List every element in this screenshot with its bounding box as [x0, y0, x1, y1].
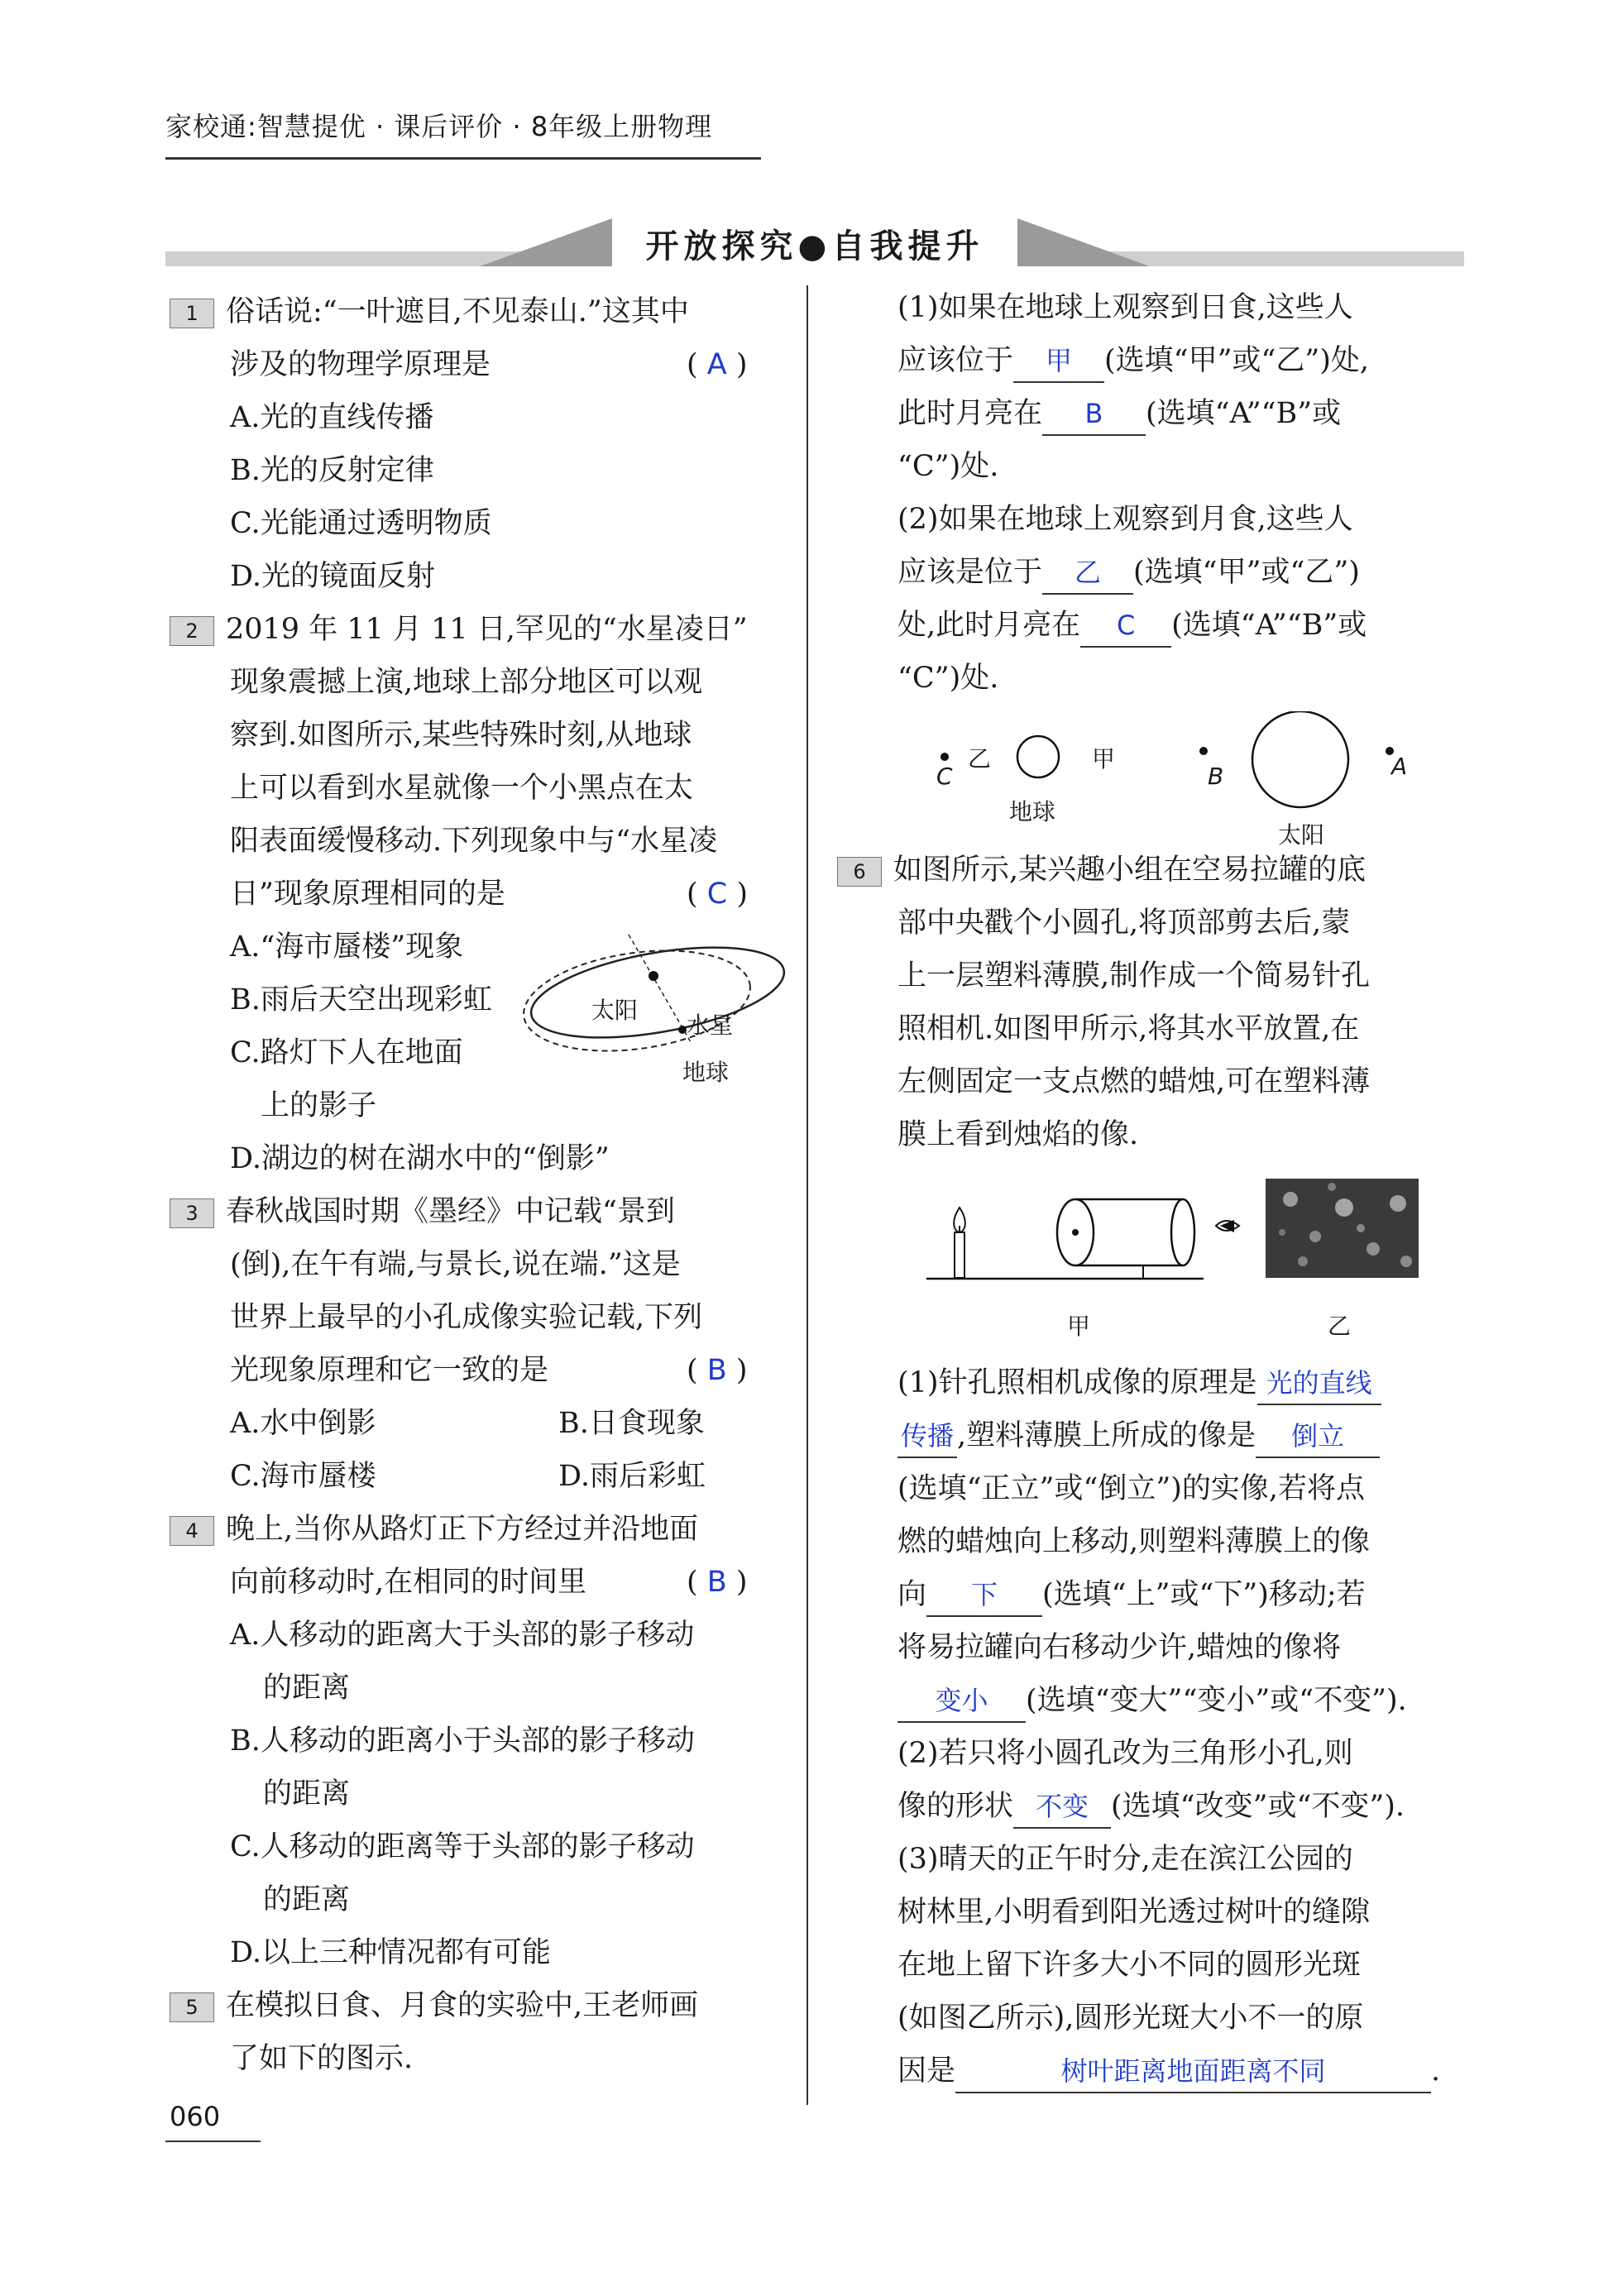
q2-option-c-cont: 上的影子 — [261, 1089, 377, 1122]
q1-option-b: B.光的反射定律 — [230, 454, 434, 487]
q1-option-d: D.光的镜面反射 — [230, 560, 435, 593]
q5-label-c: C — [936, 763, 953, 790]
header-rule — [165, 157, 761, 160]
q3-option-d: D.雨后彩虹 — [558, 1460, 706, 1493]
q2-stem-line6: 日”现象原理相同的是 — [230, 878, 505, 911]
q3-stem-line1: 3 春秋战国时期《墨经》中记载“景到 — [170, 1185, 675, 1238]
q6-s1-line4: 燃的蜡烛向上移动,则塑料薄膜上的像 — [897, 1525, 1371, 1558]
q1-number: 1 — [170, 299, 214, 328]
q4-option-b: B.人移动的距离小于头部的影子移动 — [230, 1724, 695, 1758]
q2-option-b: B.雨后天空出现彩虹 — [230, 983, 492, 1016]
q6-s1-line1: (1)针孔照相机成像的原理是 光的直线 — [897, 1356, 1381, 1409]
q1-option-a: A.光的直线传播 — [230, 401, 434, 434]
q5-p2-line2: 应该是位于 乙 (选填“甲”或“乙”) — [897, 546, 1360, 599]
pinhole-camera-diagram — [926, 1174, 1423, 1307]
q3-stem-line3: 世界上最早的小孔成像实验记载,下列 — [230, 1301, 703, 1334]
q4-option-c-cont: 的距离 — [263, 1883, 351, 1916]
q6-s1-line3: (选填“正立”或“倒立”)的实像,若将点 — [897, 1472, 1366, 1505]
q5-p1-answer-position: 甲 — [1013, 340, 1104, 383]
q2-stem-line4: 上可以看到水星就像一个小黑点在太 — [230, 772, 694, 805]
q5-stem-line2: 了如下的图示. — [230, 2042, 414, 2075]
page-number: 060 — [170, 2101, 221, 2132]
q5-p1-line3: 此时月亮在 B (选填“A”“B”或 — [897, 387, 1341, 440]
q3-option-b: B.日食现象 — [558, 1407, 705, 1440]
q4-stem-line2: 向前移动时,在相同的时间里 — [230, 1566, 587, 1599]
q1-answer: ( A ) — [687, 348, 748, 381]
orbit-diagram — [513, 926, 794, 1092]
q6-stem-line5: 左侧固定一支点燃的蜡烛,可在塑料薄 — [897, 1065, 1371, 1098]
q4-option-c: C.人移动的距离等于头部的影子移动 — [230, 1830, 695, 1863]
q6-s3-line1: (3)晴天的正午时分,走在滨江公园的 — [897, 1843, 1353, 1876]
q4-stem-line1: 4 晚上,当你从路灯正下方经过并沿地面 — [170, 1503, 698, 1556]
q6-label-yi: 乙 — [1328, 1313, 1352, 1340]
q5-label-jia: 甲 — [1092, 745, 1116, 773]
q6-s1-line6: 将易拉罐向右移动少许,蜡烛的像将 — [897, 1631, 1342, 1664]
q6-s1-line7: 变小 (选填“变大”“变小”或“不变”). — [897, 1674, 1407, 1727]
q5-p2-line4: “C”)处. — [897, 662, 999, 695]
q3-stem-line4: 光现象原理和它一致的是 — [230, 1354, 549, 1387]
header-title: 家校通:智慧提优 · 课后评价 · 8年级上册物理 — [165, 111, 713, 142]
q1-option-c: C.光能通过透明物质 — [230, 507, 492, 540]
q5-p1-line2: 应该位于 甲 (选填“甲”或“乙”)处, — [897, 334, 1369, 387]
q2-stem-line5: 阳表面缓慢移动.下列现象中与“水星凌 — [230, 825, 718, 858]
q2-option-d: D.湖边的树在湖水中的“倒影” — [230, 1142, 610, 1175]
q3-number: 3 — [170, 1198, 214, 1228]
q2-label-mercury: 水星 — [687, 1012, 734, 1039]
q2-option-a: A.“海市蜃楼”现象 — [230, 930, 464, 964]
q5-p1-answer-moon: B — [1042, 393, 1146, 436]
q6-s1-answer-image: 倒立 — [1256, 1415, 1380, 1458]
q3-option-c: C.海市蜃楼 — [230, 1460, 376, 1493]
q6-figure — [926, 1174, 1423, 1348]
q5-figure — [926, 711, 1439, 852]
q5-label-sun: 太阳 — [1278, 821, 1325, 849]
q6-stem-line3: 上一层塑料薄膜,制作成一个简易针孔 — [897, 959, 1371, 993]
q6-stem-line6: 膜上看到烛焰的像. — [897, 1118, 1139, 1151]
page-number-rule — [165, 2141, 261, 2142]
q5-p2-answer-moon: C — [1080, 605, 1171, 648]
q6-s1-answer-principle-b: 传播 — [897, 1415, 957, 1458]
q4-option-b-cont: 的距离 — [263, 1777, 351, 1810]
q6-s1-line5: 向 下 (选填“上”或“下”)移动;若 — [897, 1568, 1366, 1621]
q5-p2-line3: 处,此时月亮在 C (选填“A”“B”或 — [897, 599, 1367, 652]
q1-stem-line1: 1 俗话说:“一叶遮目,不见泰山.”这其中 — [170, 285, 689, 338]
q6-s2-line2: 像的形状 不变 (选填“改变”或“不变”). — [897, 1780, 1405, 1833]
q3-stem-line2: (倒),在午有端,与景长,说在端.”这是 — [230, 1248, 681, 1281]
q6-s3-line3: 在地上留下许多大小不同的圆形光斑 — [897, 1949, 1362, 1982]
q2-number: 2 — [170, 616, 214, 646]
q6-stem-line2: 部中央戳个小圆孔,将顶部剪去后,蒙 — [897, 906, 1351, 940]
q5-p2-line1: (2)如果在地球上观察到月食,这些人 — [897, 503, 1353, 536]
q6-s1-line2: 传播 ,塑料薄膜上所成的像是 倒立 — [897, 1409, 1380, 1462]
q5-number: 5 — [170, 1992, 214, 2022]
q5-p1-line1: (1)如果在地球上观察到日食,这些人 — [897, 291, 1353, 324]
eclipse-diagram — [926, 711, 1439, 852]
q5-label-yi: 乙 — [968, 745, 992, 773]
q3-option-a: A.水中倒影 — [230, 1407, 376, 1440]
q5-label-earth: 地球 — [1009, 798, 1056, 825]
q2-stem-line1: 2 2019 年 11 月 11 日,罕见的“水星凌日” — [170, 603, 748, 656]
q5-stem-line1: 5 在模拟日食、月食的实验中,王老师画 — [170, 1979, 698, 2032]
q6-stem-line1: 6 如图所示,某兴趣小组在空易拉罐的底 — [837, 844, 1366, 897]
q6-label-jia: 甲 — [1067, 1313, 1091, 1340]
q6-s1-answer-direction: 下 — [926, 1574, 1042, 1617]
q2-answer: ( C ) — [687, 878, 749, 911]
q2-stem-line2: 现象震撼上演,地球上部分地区可以观 — [230, 666, 703, 699]
q6-number: 6 — [837, 857, 882, 887]
q6-s2-line1: (2)若只将小圆孔改为三角形小孔,则 — [897, 1737, 1353, 1770]
q2-label-earth: 地球 — [682, 1059, 730, 1086]
q6-stem-line4: 照相机.如图甲所示,将其水平放置,在 — [897, 1012, 1360, 1045]
q6-s3-answer-reason: 树叶距离地面距离不同 — [955, 2050, 1431, 2093]
q6-s1-answer-size: 变小 — [897, 1680, 1026, 1723]
section-banner — [165, 213, 1464, 271]
q6-s2-answer-shape: 不变 — [1013, 1786, 1111, 1829]
q4-answer: ( B ) — [687, 1566, 748, 1599]
q6-s3-line4: (如图乙所示),圆形光斑大小不一的原 — [897, 2002, 1364, 2035]
q4-option-a: A.人移动的距离大于头部的影子移动 — [230, 1619, 695, 1652]
q4-number: 4 — [170, 1516, 214, 1546]
q6-s3-line2: 树林里,小明看到阳光透过树叶的缝隙 — [897, 1896, 1371, 1929]
q5-label-a: A — [1391, 753, 1408, 780]
q5-label-b: B — [1208, 763, 1224, 790]
q2-figure — [513, 926, 794, 1092]
q5-p2-answer-position: 乙 — [1042, 552, 1133, 595]
q5-p1-line4: “C”)处. — [897, 450, 999, 483]
q4-option-d: D.以上三种情况都有可能 — [230, 1936, 551, 1969]
q2-stem-line3: 察到.如图所示,某些特殊时刻,从地球 — [230, 719, 692, 752]
q1-stem-line2: 涉及的物理学原理是 — [230, 348, 491, 381]
q6-s3-line5: 因是 树叶距离地面距离不同 . — [897, 2045, 1440, 2097]
column-divider — [806, 285, 808, 2105]
q2-label-sun: 太阳 — [591, 997, 639, 1024]
q6-s1-answer-principle-a: 光的直线 — [1257, 1362, 1381, 1405]
q3-answer: ( B ) — [687, 1354, 748, 1387]
q4-option-a-cont: 的距离 — [263, 1672, 351, 1705]
q2-option-c: C.路灯下人在地面 — [230, 1036, 463, 1069]
banner-title: 开放探究●自我提升 — [645, 227, 984, 265]
